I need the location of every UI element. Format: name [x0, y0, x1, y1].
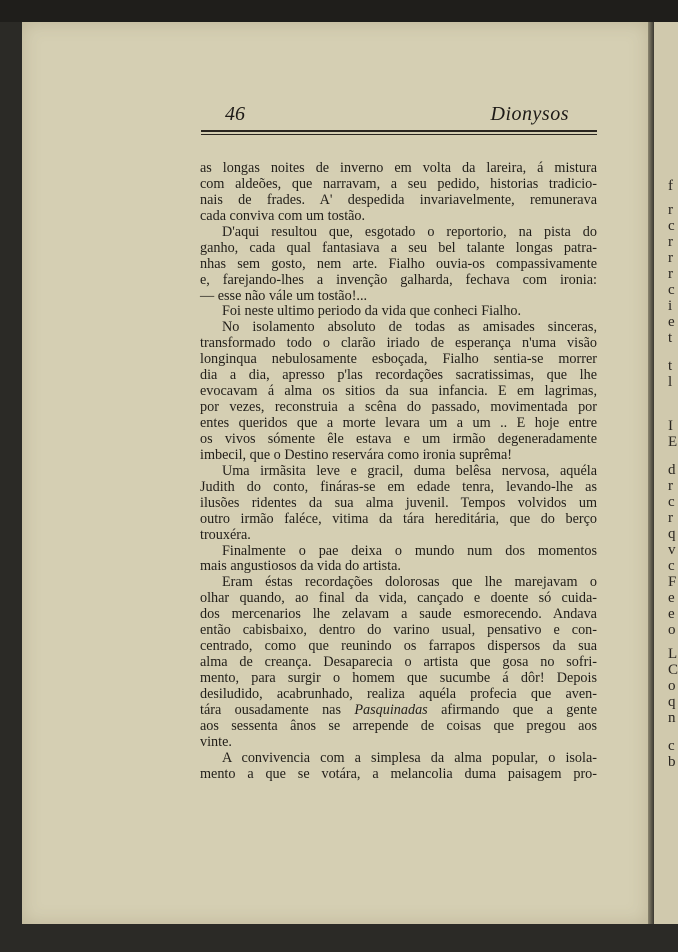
adjacent-page-letter: o — [668, 678, 676, 694]
text-line: olhar quando, ao final da vida, cançado e doente só cuida- — [200, 590, 597, 607]
text-line — [200, 703, 597, 719]
text-line: centrado, como que reunindo os farrapos dispersos da sua — [200, 638, 597, 655]
text-line: Foi neste ultimo periodo da vida que conheci Fialho. — [222, 303, 522, 320]
text-line: nhas sem gosto, nem arte. Fialho ouvia-os compassivamente — [200, 255, 597, 272]
adjacent-page-letter: c — [668, 282, 675, 298]
italic-book-title: Pasquinadas — [354, 701, 428, 718]
adjacent-page-letter: r — [668, 510, 673, 526]
adjacent-page-letter: i — [668, 298, 673, 314]
text-line: mento, para surgir o homem que sucumbe á dôr! Depois — [200, 670, 597, 686]
text-line: imbecil, que o Destino reservára como ironia suprêma! — [200, 446, 513, 463]
text-line: cada conviva com um tostão. — [200, 207, 366, 224]
adjacent-page-letter: t — [668, 330, 673, 346]
adjacent-page-letter: E — [668, 434, 678, 450]
adjacent-page-letter: r — [668, 478, 673, 494]
adjacent-page-letter: f — [668, 178, 673, 194]
text-line: por vezes, reconstruia a scêna do passado, movimentada por — [200, 399, 597, 416]
adjacent-page-letter: r — [668, 202, 673, 218]
text-line: trouxéra. — [200, 526, 251, 543]
running-title: Dionysos — [490, 103, 569, 125]
text-line: dia a dia, apresso p'las recordações sacratissimas, que lhe — [200, 367, 597, 384]
text-line: Finalmente o pae deixa o mundo num dos momentos — [222, 542, 597, 559]
text-line: então cabisbaixo, dentro do varino usual, pensativo e con- — [200, 622, 597, 639]
adjacent-page-letter: I — [668, 418, 673, 434]
text-line: com aldeões, que narravam, a seu pedido, historias tradicio- — [200, 175, 597, 192]
text-line: vinte. — [200, 733, 232, 750]
adjacent-page-letter: n — [668, 710, 676, 726]
adjacent-page-letter: r — [668, 250, 673, 266]
text-line: ilusões ridentes da sua alma juvenil. Tempos volvidos um — [200, 494, 597, 511]
text-line: — esse não vále um tostão!... — [200, 287, 368, 304]
adjacent-page-edge — [654, 22, 678, 924]
adjacent-page-letter: e — [668, 606, 675, 622]
text-line: No isolamento absoluto de todas as amisades sinceras, — [222, 319, 597, 336]
text-line: e, farejando-lhes a invenção galharda, fechava com ironia: — [200, 271, 597, 288]
text-line: mento a que se votára, a melancolia duma paisagem pro- — [200, 765, 597, 782]
text-line: longinqua nebulosamente esboçada, Fialho sentia-se morrer — [200, 351, 597, 368]
adjacent-page-letter: e — [668, 314, 675, 330]
text-line: Uma irmãsita leve e gracil, duma belêsa nervosa, aquéla — [222, 462, 597, 479]
text-line: nais de frades. A' despedida invariavelmente, remunerava — [200, 191, 597, 208]
text-line: entes queridos que a morte levara um a um .. E hoje entre — [200, 415, 597, 431]
adjacent-page-letter: L — [668, 646, 678, 662]
text-line: Judith do conto, fináras-se em edade tenra, levando-lhe as — [200, 478, 597, 495]
body-text — [200, 161, 597, 783]
adjacent-page-letter: v — [668, 542, 676, 558]
text-line: dos mercenarios lhe zelavam a saude esmorecendo. Andava — [200, 606, 597, 623]
adjacent-page-letter: c — [668, 494, 675, 510]
adjacent-page-letter: C — [668, 662, 678, 678]
scan-background-top — [0, 0, 678, 22]
adjacent-page-letter: F — [668, 574, 677, 590]
text-line: as longas noites de inverno em volta da lareira, á mistura — [200, 160, 597, 176]
text-segment: tára ousadamente nas — [200, 701, 341, 718]
adjacent-page-letter: q — [668, 694, 676, 710]
text-line: A convivencia com a simplesa da alma popular, o isola- — [222, 749, 597, 766]
text-line: Eram éstas recordações dolorosas que lhe marejavam o — [222, 574, 597, 591]
text-line: evocavam á alma os sitios da sua infancia. E em lagrimas, — [200, 383, 597, 400]
page-number: 46 — [225, 103, 245, 125]
text-line: ganho, cada qual fantasiava a seu bel talante longas patra- — [200, 239, 597, 256]
adjacent-page-letter: q — [668, 526, 676, 542]
text-line: alma de creança. Desaparecia o artista que gosa no sofri- — [200, 654, 597, 671]
adjacent-page-letter: r — [668, 234, 673, 250]
adjacent-page-letter: c — [668, 558, 675, 574]
text-line: D'aqui resultou que, esgotado o reportorio, na pista do — [222, 223, 597, 240]
text-line: os vivos sómente êle estava e um irmão degeneradamente — [200, 430, 597, 447]
header-rule-thick — [201, 130, 597, 132]
adjacent-page-letter: b — [668, 754, 676, 770]
text-line: outro irmão faléce, vitima da tára hereditária, que do berço — [200, 510, 597, 527]
adjacent-page-letter: t — [668, 358, 673, 374]
page-header — [201, 103, 597, 129]
adjacent-page-letter: d — [668, 462, 676, 478]
text-line: mais angustiosos da vida do artista. — [200, 558, 401, 575]
adjacent-page-letter: l — [668, 374, 673, 390]
adjacent-page-letter: r — [668, 266, 673, 282]
text-line: transformado todo o clarão iriado de esperança n'uma visão — [200, 335, 597, 352]
adjacent-page-letter: c — [668, 738, 675, 754]
text-line: desiludido, acabrunhado, realiza aquéla profecia que aven- — [200, 685, 597, 702]
adjacent-page-letter: e — [668, 590, 675, 606]
adjacent-page-letter: o — [668, 622, 676, 638]
adjacent-page-letter: c — [668, 218, 675, 234]
header-rule-thin — [201, 134, 597, 135]
text-segment: afirmando que a gente — [441, 701, 598, 718]
text-line: aos sessenta ânos se arrepende de coisas que pregou aos — [200, 717, 597, 734]
